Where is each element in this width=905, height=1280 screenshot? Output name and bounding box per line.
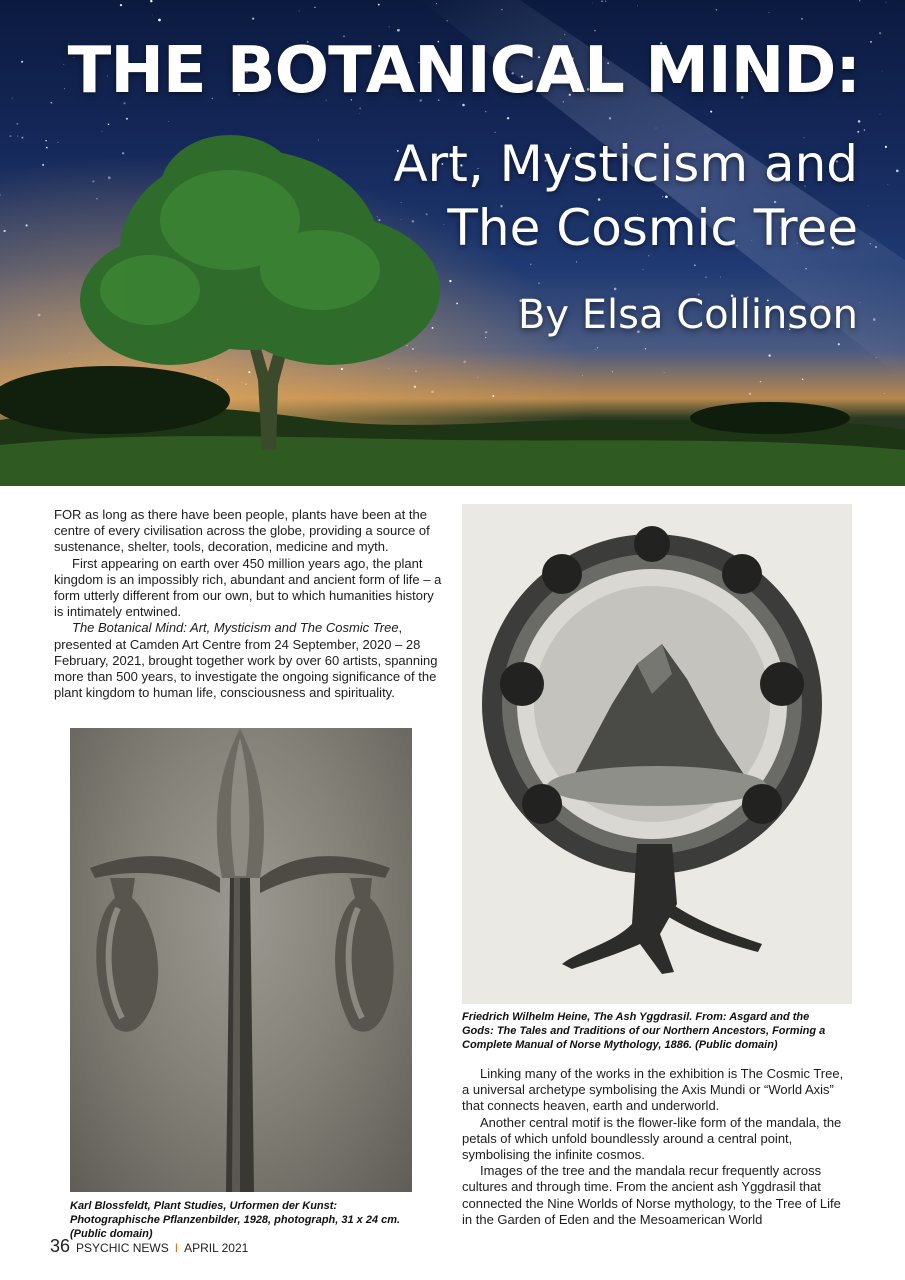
exhibition-title: The Botanical Mind: Art, Mysticism and The Cosmic Tree [72,620,399,636]
star [769,12,770,13]
star [801,18,803,20]
star [120,4,122,6]
star [507,117,509,119]
paragraph-tree-mandala-cultures: Images of the tree and the mandala recur frequently across cultures and through time. From the ancient ash Yggdrasil that connected the Nine Worlds of Norse mythology, to the Tree of Life in the Garden of Eden and the Mesoamerican World [462,1163,841,1227]
star [882,71,883,72]
star [749,393,751,395]
star [838,343,840,345]
article-title: THE BOTANICAL MIND: [67,34,860,108]
yggdrasil-engraving [462,504,852,1004]
blossfeldt-plant-photograph [70,728,412,1192]
star [760,381,761,382]
star [875,246,877,248]
star [597,347,598,348]
star [601,0,603,2]
star [595,349,596,350]
star [605,1,606,2]
star [150,0,152,2]
paragraph-intro: FOR as long as there have been people, plants have been at the centre of every civilisation across the globe, providing a source of sustenance, shelter, tools, decoration, medicine and myth. [54,507,430,555]
star [501,9,502,10]
star [248,371,250,373]
star [463,361,466,364]
article-subtitle-line1: Art, Mysticism and [393,135,858,193]
star [858,120,861,123]
star [582,375,583,376]
star [656,128,657,129]
star [530,264,532,266]
page-footer [50,1236,248,1257]
star [16,123,18,125]
star [665,195,668,198]
star [870,243,871,244]
paragraph-exhibition [54,620,442,701]
caption-yggdrasil: Friedrich Wilhelm Heine, The Ash Yggdrasil. From: Asgard and the Gods: The Tales and Traditions of our Northern Ancestors, Forming a Complete Manual of Norse Mythology, 1886. (Public domain) [462,1011,826,1051]
footer-separator: I [174,1241,179,1255]
star [252,17,254,19]
star [664,372,665,373]
star [805,268,806,269]
star [876,357,877,358]
star [389,26,390,27]
star [870,41,872,43]
paragraph-plant-kingdom: First appearing on earth over 450 million years ago, the plant kingdom is an impossibly rich, abundant and ancient form of life – a form utterly different from our own, but to which humanities history is intimately entwined. [54,555,442,620]
star [449,280,451,282]
star [436,3,437,4]
star [594,30,596,32]
star [446,20,447,21]
star [859,0,860,1]
star [126,118,128,120]
star [720,277,721,278]
star [888,184,889,185]
star [705,277,706,278]
star [388,368,389,369]
star [576,261,577,262]
issue-date: APRIL 2021 [184,1241,249,1255]
star [884,393,885,394]
star [205,377,206,378]
star [645,348,646,349]
star [108,124,110,126]
caption-blossfeldt: Karl Blossfeldt, Plant Studies, Urformen der Kunst: Photographische Pflanzenbilder, 1928, photograph, 31 x 24 cm. (Public domain) [70,1200,401,1240]
star [880,114,881,115]
star [492,395,494,397]
star [694,264,696,266]
hero-image [0,0,905,486]
star [158,19,161,22]
star [609,117,611,119]
star [69,352,70,353]
star [299,11,300,12]
star [217,379,218,380]
star [662,196,663,197]
star [868,205,869,206]
star [341,368,343,370]
article-subtitle-line2: The Cosmic Tree [447,199,858,257]
star [378,4,380,6]
star [857,131,859,133]
star [412,348,414,350]
star [414,386,417,389]
star [802,378,803,379]
page-number: 36 [50,1236,71,1256]
star [873,318,876,321]
star [168,121,169,122]
star [102,131,103,132]
star [495,132,496,133]
star [478,377,479,378]
star [360,113,361,114]
star [643,269,644,270]
star [614,288,617,291]
star [879,32,881,34]
publication-name: PSYCHIC NEWS [76,1241,169,1255]
star [768,354,770,356]
star [431,390,434,393]
star [415,370,417,372]
author-byline: By Elsa Collinson [517,292,858,338]
star [241,382,242,383]
star [245,383,247,385]
star [314,7,315,8]
star [538,282,540,284]
star [864,129,866,131]
exhibition-details: , presented at Camden Art Centre from 24 September, 2020 – 28 February, 2021, brought together work by over 60 artists, spanning more than 500 years, to investigate the ongoing significance of the plant kingdom to human life, consciousness and spirituality. [54,620,438,701]
article-body-right [462,1066,854,1228]
star [485,111,486,112]
paragraph-cosmic-tree: Linking many of the works in the exhibition is The Cosmic Tree, a universal archetype symbolising the Axis Mundi or “World Axis” that connects heaven, earth and underworld. [462,1066,844,1114]
star [592,3,593,4]
plant-stem-illustration [70,728,412,1192]
star [896,170,899,173]
paragraph-mandala: Another central motif is the flower-like form of the mandala, the petals of which unfold boundlessly around a central point, symbolising the infinite cosmos. [462,1114,842,1163]
star [637,5,638,6]
star [152,15,153,16]
star [406,345,408,347]
star [716,9,718,11]
star [397,29,400,32]
star [885,146,887,148]
star [612,371,613,372]
article-body-left [54,507,442,701]
star [710,111,712,113]
star [859,302,860,303]
ash-yggdrasil-illustration [462,504,852,1004]
star [886,2,887,3]
